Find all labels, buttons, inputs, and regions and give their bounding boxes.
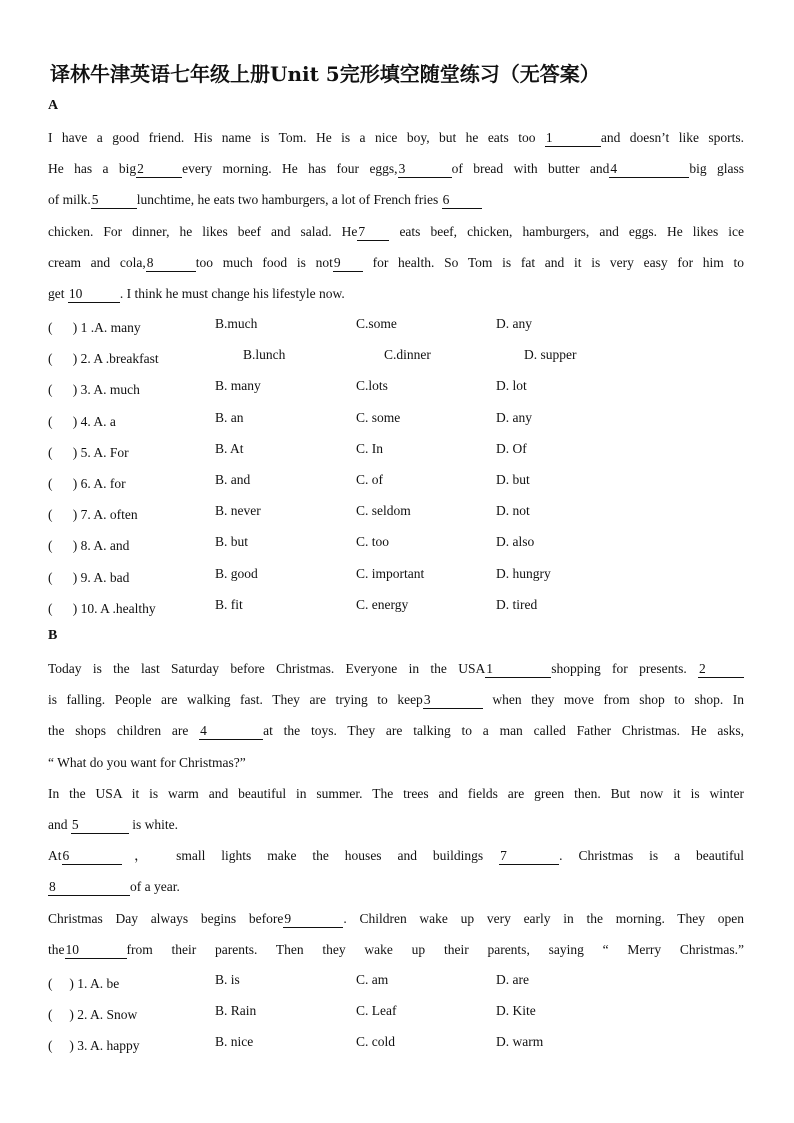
section-a-label: A bbox=[48, 98, 59, 113]
answer-blank: 8 bbox=[48, 879, 130, 896]
answer-blank: 8 bbox=[146, 255, 196, 272]
passage-line bbox=[48, 903, 744, 934]
passage-text: and doesn’t like sports. bbox=[600, 130, 744, 145]
answer-blank: 6 bbox=[62, 848, 122, 865]
option-d[interactable]: D. any bbox=[496, 409, 532, 425]
option-c[interactable]: C. energy bbox=[356, 596, 409, 612]
passage-text: Christmas Day always begins before bbox=[48, 910, 284, 926]
passage-text: I have a good friend. His name is Tom. He is a nice boy, but he eats too bbox=[48, 130, 545, 145]
option-b[interactable]: B. fit bbox=[215, 596, 243, 612]
option-c[interactable]: C. seldom bbox=[356, 503, 411, 519]
option-d[interactable]: D. hungry bbox=[496, 565, 551, 581]
passage-line bbox=[48, 684, 744, 715]
passage-text: is falling. People are walking fast. They are trying to keep bbox=[48, 692, 423, 708]
question-number: ( ) 10. A .healthy bbox=[48, 600, 156, 616]
question-number: ( ) 3. A. much bbox=[48, 382, 140, 398]
option-b[interactable]: B. never bbox=[215, 503, 261, 519]
answer-blank: 3 bbox=[398, 161, 452, 178]
passage-text: lunchtime, he eats two hamburgers, a lot of French fries bbox=[136, 192, 442, 208]
passage-text: from their parents. Then they wake up their parents, saying “ Merry Christmas.” bbox=[126, 941, 744, 957]
passage-text: the bbox=[48, 941, 65, 957]
question-number: ( ) 5. A. For bbox=[48, 444, 129, 460]
passage-line bbox=[48, 778, 744, 809]
option-c[interactable]: C.some bbox=[356, 316, 397, 331]
question-number: ( ) 4. A. a bbox=[48, 413, 116, 429]
option-b[interactable]: B. an bbox=[215, 409, 244, 425]
passage-text: “ What do you want for Christmas?” bbox=[48, 754, 246, 770]
option-d[interactable]: D. warm bbox=[496, 1034, 544, 1050]
passage-line bbox=[48, 653, 744, 684]
question-number: ( ) 7. A. often bbox=[48, 507, 138, 523]
passage-text: every morning. He has four eggs, bbox=[182, 161, 398, 177]
passage-text: shopping for presents. bbox=[551, 661, 699, 676]
passage-text: when they move from shop to shop. In bbox=[482, 692, 744, 708]
option-c[interactable]: C.lots bbox=[356, 378, 388, 394]
passage-line bbox=[48, 715, 744, 746]
option-d[interactable]: D. not bbox=[496, 503, 530, 519]
question-number: ( ) 2. A .breakfast bbox=[48, 351, 159, 367]
answer-blank: 9 bbox=[333, 255, 363, 272]
passage-line bbox=[48, 153, 744, 184]
passage-text: chicken. For dinner, he likes beef and salad. He bbox=[48, 223, 358, 239]
option-c[interactable]: C. some bbox=[356, 409, 401, 425]
option-c[interactable]: C. In bbox=[356, 440, 383, 456]
passage-text: the shops children are bbox=[48, 723, 200, 739]
answer-blank: 10 bbox=[68, 286, 120, 303]
option-d[interactable]: D. lot bbox=[496, 378, 527, 394]
question-number: ( ) 6. A. for bbox=[48, 476, 126, 491]
passage-text: In the USA it is warm and beautiful in summer. The trees and fields are green then. But now it is winter bbox=[48, 785, 744, 801]
option-c[interactable]: C.dinner bbox=[384, 347, 431, 363]
passage-text: At bbox=[48, 848, 62, 864]
option-c[interactable]: C. too bbox=[356, 534, 390, 550]
option-c[interactable]: C. cold bbox=[356, 1034, 395, 1050]
option-c[interactable]: C. important bbox=[356, 565, 425, 581]
passage-line bbox=[48, 184, 744, 215]
passage-text: at the toys. They are talking to a man called Father Christmas. He asks, bbox=[263, 723, 744, 739]
passage-text: cream and cola, bbox=[48, 254, 146, 270]
passage-text: too much food is not bbox=[195, 254, 333, 270]
option-b[interactable]: B. but bbox=[215, 534, 249, 550]
answer-blank: 6 bbox=[442, 192, 482, 209]
passage-text: eats beef, chicken, hamburgers, and eggs. He likes ice bbox=[389, 223, 745, 239]
option-d[interactable]: D. tired bbox=[496, 596, 538, 612]
option-d[interactable]: D. Kite bbox=[496, 1003, 536, 1019]
option-d[interactable]: D. supper bbox=[524, 347, 577, 363]
passage-text: get bbox=[48, 286, 68, 302]
passage-line bbox=[48, 122, 744, 153]
passage-text: of bread with butter and bbox=[451, 161, 610, 177]
answer-blank: 7 bbox=[357, 224, 389, 241]
question-number: ( ) 2. A. Snow bbox=[48, 1007, 138, 1023]
answer-blank: 10 bbox=[65, 942, 127, 959]
passage-line bbox=[48, 216, 744, 247]
passage-line bbox=[48, 840, 744, 871]
option-b[interactable]: B. and bbox=[215, 472, 251, 487]
answer-blank: 1 bbox=[545, 130, 601, 147]
passage-line bbox=[48, 247, 744, 278]
option-b[interactable]: B. At bbox=[215, 440, 244, 456]
passage-text: Today is the last Saturday before Christmas. Everyone in the USA bbox=[48, 661, 486, 676]
option-b[interactable]: B.lunch bbox=[243, 347, 286, 363]
option-c[interactable]: C. Leaf bbox=[356, 1003, 397, 1019]
answer-blank: 3 bbox=[423, 692, 483, 709]
answer-blank: 2 bbox=[136, 161, 182, 178]
section-b-passage bbox=[48, 653, 744, 965]
question-number: ( ) 1 .A. many bbox=[48, 320, 141, 335]
passage-text: for health. So Tom is fat and it is very easy for him to bbox=[362, 254, 745, 270]
answer-blank: 4 bbox=[609, 161, 689, 178]
option-c[interactable]: C. am bbox=[356, 972, 389, 987]
option-d[interactable]: D. are bbox=[496, 972, 529, 987]
passage-text: . Children wake up very early in the morning. They open bbox=[343, 910, 745, 926]
passage-text: and bbox=[48, 817, 71, 833]
passage-line bbox=[48, 934, 744, 965]
question-number: ( ) 8. A. and bbox=[48, 538, 130, 554]
question-number: ( ) 1. A. be bbox=[48, 976, 120, 991]
answer-blank: 5 bbox=[71, 817, 129, 834]
option-d[interactable]: D. but bbox=[496, 472, 530, 487]
passage-text: big glass bbox=[689, 161, 744, 177]
section-b-label: B bbox=[48, 628, 58, 643]
passage-line bbox=[48, 871, 744, 902]
option-b[interactable]: B. is bbox=[215, 972, 240, 987]
passage-text: . I think he must change his lifestyle now. bbox=[119, 286, 345, 302]
answer-blank: 5 bbox=[91, 192, 137, 209]
passage-text: ， small lights make the houses and buildings bbox=[121, 848, 500, 864]
question-number: ( ) 3. A. happy bbox=[48, 1038, 140, 1054]
option-d[interactable]: D. Of bbox=[496, 440, 527, 456]
option-d[interactable]: D. also bbox=[496, 534, 535, 550]
passage-text: He has a big bbox=[48, 161, 137, 177]
passage-text: . Christmas is a beautiful bbox=[559, 848, 745, 864]
option-b[interactable]: B. many bbox=[215, 378, 261, 394]
option-b[interactable]: B. good bbox=[215, 565, 258, 581]
passage-text: of a year. bbox=[130, 879, 180, 895]
option-b[interactable]: B. nice bbox=[215, 1034, 254, 1050]
answer-blank: 9 bbox=[283, 911, 343, 928]
question-number: ( ) 9. A. bad bbox=[48, 569, 130, 585]
answer-blank: 4 bbox=[199, 723, 263, 740]
option-c[interactable]: C. of bbox=[356, 472, 383, 487]
section-a-passage bbox=[48, 122, 744, 309]
passage-text: is white. bbox=[128, 817, 178, 833]
answer-blank: 1 bbox=[485, 661, 551, 678]
option-b[interactable]: B.much bbox=[215, 316, 258, 331]
option-b[interactable]: B. Rain bbox=[215, 1003, 257, 1019]
passage-line bbox=[48, 278, 744, 309]
passage-line bbox=[48, 747, 744, 778]
answer-blank: 2 bbox=[698, 661, 744, 678]
passage-text: of milk. bbox=[48, 192, 91, 208]
passage-line bbox=[48, 809, 744, 840]
option-d[interactable]: D. any bbox=[496, 316, 532, 331]
page-title: 译林牛津英语七年级上册Unit 5完形填空随堂练习（无答案） bbox=[50, 62, 600, 86]
answer-blank: 7 bbox=[499, 848, 559, 865]
